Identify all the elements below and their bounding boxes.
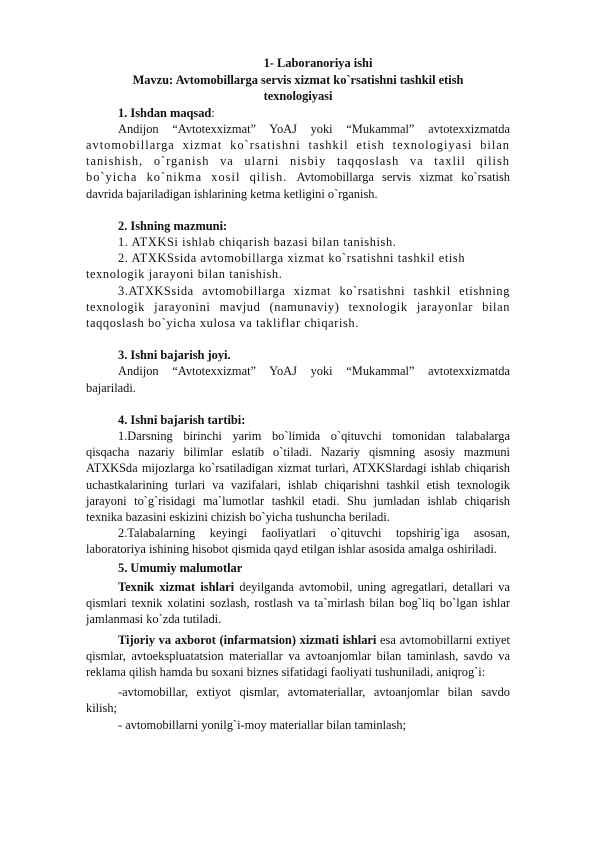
section-2-item-2: 2. ATXKSsida avtomobillarga xizmat ko`rsatishni tashkil etish texnologik jarayoni bilan tanishish. — [86, 251, 466, 282]
section-5-list-item-1: -avtomobillar, extiyot qismlar, avtomateriallar, avtoanjomlar bilan savdo kilish; — [86, 685, 510, 716]
section-5-para-1-text: deyilganda avtomobil, uning agregatlari, detallari va qismlari texnik xolatini sozlash, rostlash va ta`mirlash bilan bog`liq bo`lgan ishlar jamlanmasi ko`zda tutiladi. — [86, 579, 510, 627]
section-5-list-item-2: - avtomobillarni yonilg`i-moy materiallar bilan taminlash; — [118, 717, 407, 732]
section-5-para-1-term: Texnik xizmat ishlari — [118, 579, 235, 594]
section-1-para-1: Andijon “Avtotexxizmat” YoAJ yoki “Mukammal” avtotexxizmatda — [118, 121, 510, 136]
section-5-para-2-term: Tijoriy va axborot (infarmatsion) xizmati ishlari — [118, 632, 377, 647]
section-1-heading-text: 1. Ishdan maqsad — [118, 105, 212, 120]
section-5-heading: 5. Umumiy malumotlar — [118, 560, 243, 575]
section-2-item-3: 3.ATXKSsida avtomobillarga xizmat ko`rsatishni tashkil etishning texnologik jarayonini mavjud (namunaviy) texnologik jarayonlar bilan taqqoslash bo`yicha xulosa va takliflar chiqarish. — [86, 283, 510, 331]
section-5-para-2-text: esa avtomobillarni extiyet qismlar, avtoekspluatatsion materiallar va avtoanjomlar bilan taminlash, savdo va reklama qilish hamda bu soxani biznes sifatidagi faoliyati tushuniladi, aniqrog`i: — [86, 632, 510, 679]
section-3-heading: 3. Ishni bajarish joyi. — [118, 348, 231, 363]
section-1-para-2-text: avtomobillarga xizmat ko`rsatishni tashkil etish texnologiyasi bilan tanishish, o`rganish va ularni nisbiy taqqoslash va taxlil qilish bo`yicha ko`nikma xosil qilish. — [86, 138, 510, 185]
section-1-para-3-text: Avtomobillarga servis xizmat ko`rsatish davrida bajariladigan ishlarining ketma ketligini o`rganish. — [86, 170, 510, 201]
section-4-para-2: 2.Talabalarning keyingi faoliyatlari o`qituvchi topshirig`iga asosan, laboratoriya ishining hisobot qismida qayd etilgan ishlar asosida amalga oshiriladi. — [86, 526, 510, 557]
section-1-heading — [86, 105, 510, 121]
section-4-para-1: 1.Darsning birinchi yarim bo`limida o`qituvchi tomonidan talabalarga qisqacha nazariy bilimlar eslatib o`tiladi. Nazariy qismning asosiy mazmuni ATXKSda mijozlarga ko`rsatiladigan xizmat turlari, ATXKSlardagi ishlab chiqarish uchastkalarining turlari va vazifalari, ishlab chiqarishni tashkil etish texnologik jarayoni to`g`risidagi ma`lumotlar tashkil etadi. Shu jumladan ishlab chiqarish texnika bazasini eskizini chizish bo`yicha tushuncha beriladi. — [86, 429, 510, 525]
section-2-heading: 2. Ishning mazmuni: — [118, 218, 228, 233]
section-3-text: Andijon “Avtotexxizmat” YoAJ yoki “Mukammal” avtotexxizmatda bajariladi. — [86, 364, 510, 395]
document-title: 1- Laboranoriya ishi — [263, 56, 373, 70]
section-2-item-1: 1. ATXKSi ishlab chiqarish bazasi bilan tanishish. — [118, 235, 397, 250]
section-4-heading: 4. Ishni bajarish tartibi: — [118, 412, 246, 427]
document-page — [86, 55, 510, 733]
topic-line: Mavzu: Avtomobillarga servis xizmat ko`rsatishni tashkil etish texnologiyasi — [132, 73, 464, 104]
section-1-heading-colon: : — [211, 105, 215, 120]
section-1-para-2 — [86, 137, 510, 202]
section-5-para-2 — [86, 632, 510, 681]
section-5-para-1 — [86, 579, 510, 628]
